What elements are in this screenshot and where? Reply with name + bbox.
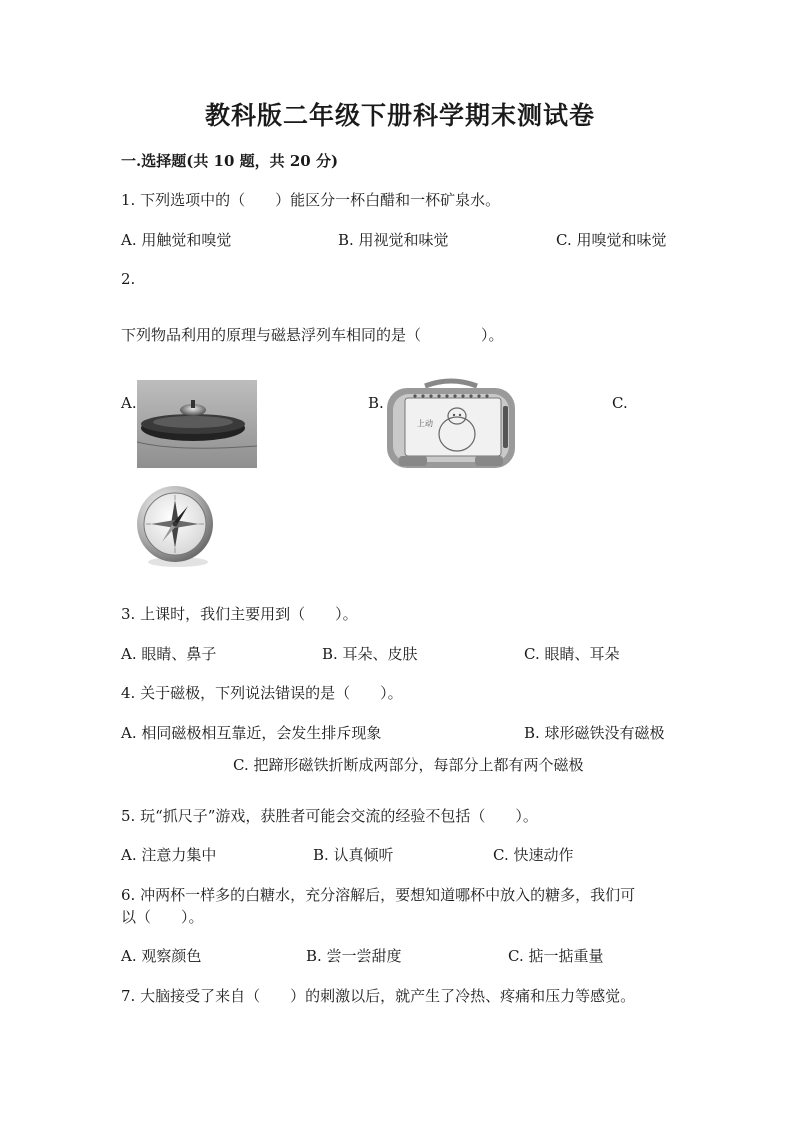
question-4-option-a[interactable]: A. 相同磁极相互靠近，会发生排斥现象 [121, 724, 382, 742]
question-7-stem: 7. 大脑接受了来自（ ）的刺激以后，就产生了冷热、疼痛和压力等感觉。 [121, 987, 636, 1005]
question-2-option-c[interactable]: C. [612, 394, 628, 412]
magnetic-drawing-board-image [385, 378, 517, 470]
question-3-option-b[interactable]: B. 耳朵、皮肤 [322, 645, 418, 663]
question-6-option-a[interactable]: A. 观察颜色 [121, 947, 202, 965]
question-6-option-c[interactable]: C. 掂一掂重量 [508, 947, 604, 965]
drawing-board-scribble-text: 上动 [417, 419, 433, 428]
exam-title: 教科版二年级下册科学期末测试卷 [204, 101, 595, 130]
section-heading: 一.选择题(共 10 题，共 20 分) [121, 152, 339, 170]
question-3-option-c[interactable]: C. 眼睛、耳朵 [524, 645, 620, 663]
question-6-option-b[interactable]: B. 尝一尝甜度 [306, 947, 402, 965]
question-2-option-a[interactable]: A. [121, 394, 137, 412]
question-1-option-a[interactable]: A. 用触觉和嗅觉 [121, 231, 232, 249]
compass-image [134, 482, 216, 572]
question-1-stem: 1. 下列选项中的（ ）能区分一杯白醋和一杯矿泉水。 [121, 191, 501, 209]
question-1-option-b[interactable]: B. 用视觉和味觉 [338, 231, 449, 249]
question-2-number: 2. [121, 270, 136, 288]
question-3-option-a[interactable]: A. 眼睛、鼻子 [121, 645, 217, 663]
question-4-stem: 4. 关于磁极，下列说法错误的是（ ）。 [121, 684, 403, 702]
question-4-option-b[interactable]: B. 球形磁铁没有磁极 [524, 724, 665, 742]
question-5-option-a[interactable]: A. 注意力集中 [121, 846, 217, 864]
levitation-toy-image [137, 380, 257, 468]
question-6-stem-line-1: 6. 冲两杯一样多的白糖水，充分溶解后，要想知道哪杯中放入的糖多，我们可 [121, 886, 636, 904]
question-2-option-b[interactable]: B. [368, 394, 384, 412]
question-5-stem: 5. 玩“抓尺子”游戏，获胜者可能会交流的经验不包括（ ）。 [121, 807, 538, 825]
question-2-stem: 下列物品利用的原理与磁悬浮列车相同的是（ ）。 [121, 326, 504, 344]
question-6-stem-line-2: 以（ ）。 [121, 908, 204, 926]
question-4-option-c[interactable]: C. 把蹄形磁铁折断成两部分，每部分上都有两个磁极 [233, 756, 584, 774]
question-1-option-c[interactable]: C. 用嗅觉和味觉 [556, 231, 667, 249]
question-5-option-b[interactable]: B. 认真倾听 [313, 846, 394, 864]
question-3-stem: 3. 上课时，我们主要用到（ ）。 [121, 605, 358, 623]
question-5-option-c[interactable]: C. 快速动作 [493, 846, 574, 864]
